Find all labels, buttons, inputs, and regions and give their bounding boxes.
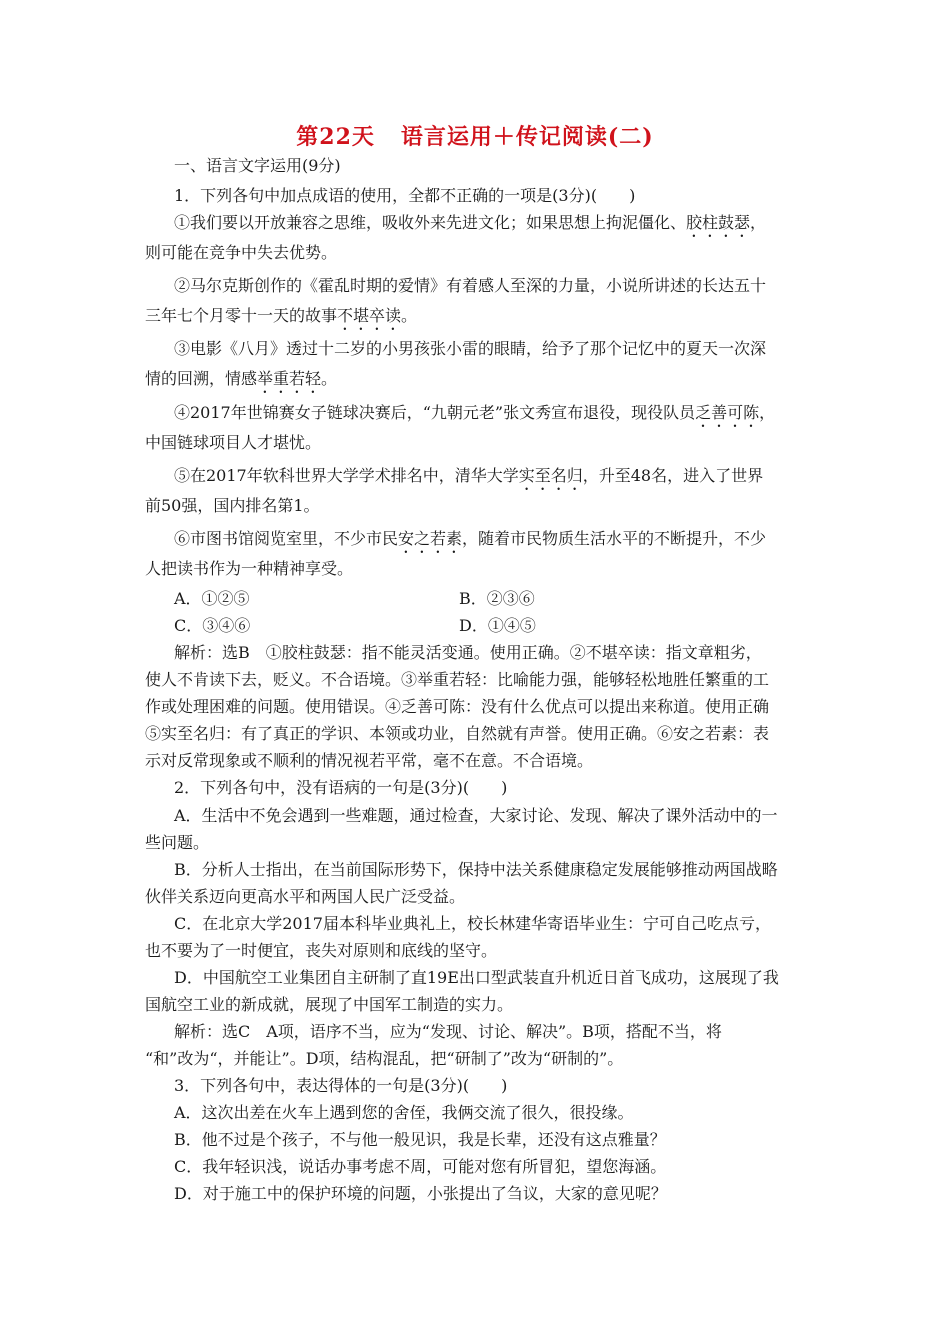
q3-option-d: D．对于施工中的保护环境的问题，小张提出了刍议，大家的意见呢？ <box>174 1184 667 1203</box>
q1-sentence-1-cont: 则可能在竞争中失去优势。 <box>145 243 338 262</box>
dotted-idiom: 不堪卒读 <box>337 306 402 325</box>
q2-option-c: C．在北京大学2017届本科毕业典礼上，校长林建华寄语毕业生：宁可自己吃点亏， <box>174 914 771 933</box>
q2-stem: 2．下列各句中，没有语病的一句是(3分)( ) <box>174 778 508 797</box>
q2-analysis-1: 解析：选C A项，语序不当，应为“发现、讨论、解决”。B项，搭配不当，将 <box>174 1022 722 1041</box>
q1-sentence-1: ①我们要以开放兼容之思维，吸收外来先进文化；如果思想上拘泥僵化、胶柱鼓瑟， <box>174 213 767 232</box>
q1-analysis-2: 使人不肯读下去，贬义。不合语境。③举重若轻：比喻能力强，能够轻松地胜任繁重的工 <box>145 670 770 689</box>
q1-option-d: D．①④⑤ <box>459 616 536 635</box>
q1-analysis-3: 作或处理困难的问题。使用错误。④乏善可陈：没有什么优点可以提出来称道。使用正确 <box>145 697 770 716</box>
q2-option-b: B．分析人士指出，在当前国际形势下，保持中法关系健康稳定发展能够推动两国战略 <box>174 860 778 879</box>
q2-option-b-cont: 伙伴关系迈向更高水平和两国人民广泛受益。 <box>145 887 466 906</box>
page-title <box>0 120 950 151</box>
q1-sentence-6: ⑥市图书馆阅览室里，不少市民安之若素，随着市民物质生活水平的不断提升，不少 <box>174 529 767 548</box>
q1-analysis-5: 示对反常现象或不顺利的情况视若平常，毫不在意。不合语境。 <box>145 751 594 770</box>
q2-option-c-cont: 也不要为了一时便宜，丧失对原则和底线的坚守。 <box>145 941 498 960</box>
q1-sentence-5-cont: 前50强，国内排名第1。 <box>145 496 320 515</box>
q3-option-b: B．他不过是个孩子，不与他一般见识，我是长辈，还没有这点雅量？ <box>174 1130 666 1149</box>
q2-option-d: D．中国航空工业集团自主研制了直19E出口型武装直升机近日首飞成功，这展现了我 <box>174 968 779 987</box>
q1-sentence-3-cont: 情的回溯，情感举重若轻。 <box>145 369 338 388</box>
q2-analysis-2: “和”改为“，并能让”。D项，结构混乱，把“研制了”改为“研制的”。 <box>145 1049 624 1068</box>
q2-option-a: A．生活中不免会遇到一些难题，通过检查，大家讨论、发现、解决了课外活动中的一 <box>174 806 778 825</box>
q1-sentence-5: ⑤在2017年软科世界大学学术排名中，清华大学实至名归，升至48名，进入了世界 <box>174 466 764 485</box>
q3-option-a: A．这次出差在火车上遇到您的舍侄，我俩交流了很久，很投缘。 <box>174 1103 634 1122</box>
q1-stem: 1．下列各句中加点成语的使用，全都不正确的一项是(3分)( ) <box>174 186 636 205</box>
q1-option-b: B．②③⑥ <box>459 589 535 608</box>
dotted-idiom: 举重若轻 <box>257 369 322 388</box>
q1-sentence-2-cont: 三年七个月零十一天的故事不堪卒读。 <box>145 306 418 325</box>
dotted-idiom: 实至名归 <box>518 466 583 485</box>
q1-option-c: C．③④⑥ <box>174 616 251 635</box>
q1-option-a: A．①②⑤ <box>174 589 250 608</box>
dotted-idiom: 安之若素 <box>398 529 463 548</box>
dotted-idiom: 乏善可陈 <box>695 403 760 422</box>
q1-sentence-3: ③电影《八月》透过十二岁的小男孩张小雷的眼睛，给予了那个记忆中的夏天一次深 <box>174 339 767 358</box>
q1-sentence-4-cont: 中国链球项目人才堪忧。 <box>145 433 322 452</box>
q2-option-a-cont: 些问题。 <box>145 833 210 852</box>
dotted-idiom: 胶柱鼓瑟 <box>686 213 751 232</box>
q3-stem: 3．下列各句中，表达得体的一句是(3分)( ) <box>174 1076 508 1095</box>
q2-option-d-cont: 国航空工业的新成就，展现了中国军工制造的实力。 <box>145 995 514 1014</box>
q1-analysis-1: 解析：选B ①胶柱鼓瑟：指不能灵活变通。使用正确。②不堪卒读：指文章粗劣， <box>174 643 762 662</box>
q1-sentence-4: ④2017年世锦赛女子链球决赛后，“九朝元老”张文秀宣布退役，现役队员乏善可陈， <box>174 403 776 422</box>
title-day: 第22天 <box>296 124 375 150</box>
q1-analysis-4: ⑤实至名归：有了真正的学识、本领或功业，自然就有声誉。使用正确。⑥安之若素：表 <box>145 724 770 743</box>
title-topic: 语言运用＋传记阅读(二) <box>400 124 654 150</box>
section-heading: 一、语言文字运用(9分) <box>174 156 341 175</box>
q1-sentence-2: ②马尔克斯创作的《霍乱时期的爱情》有着感人至深的力量，小说所讲述的长达五十 <box>174 276 767 295</box>
q3-option-c: C．我年轻识浅，说话办事考虑不周，可能对您有所冒犯，望您海涵。 <box>174 1157 667 1176</box>
q1-sentence-6-cont: 人把读书作为一种精神享受。 <box>145 559 354 578</box>
